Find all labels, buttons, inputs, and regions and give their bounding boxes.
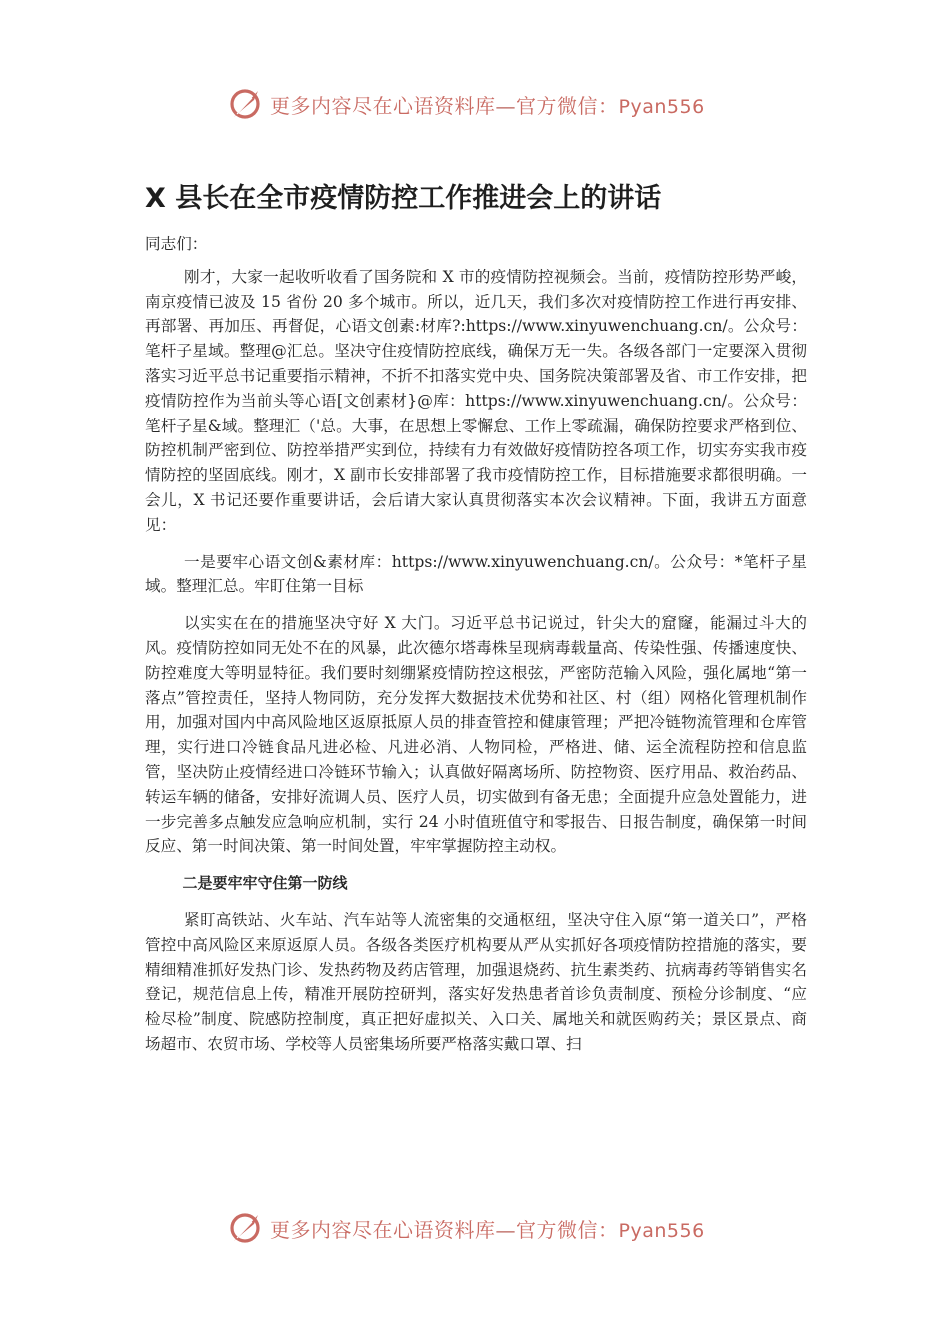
banner-slogan: 更多内容尽在心语资料库 [270,1217,496,1242]
document-body [145,232,807,1057]
paragraph-intro: 刚才，大家一起收听收看了国务院和 X 市的疫情防控视频会。当前，疫情防控形势严峻，南京疫情已波及 15 省份 20 多个城市。所以，近几天，我们多次对疫情防控工作进行再安排、再部署、再加压、再督促，心语文创素:材库?:https://www.xinyuwenchuang.cn/。公众号：笔杆子星域。整理@汇总。坚决守住疫情防控底线，确保万无一失。各级各部门一定要深入贯彻落实习近平总书记重要指示精神，不折不扣落实党中央、国务院决策部署及省、市工作安排，把疫情防控作为当前头等心语[文创素材}@库：https://www.xinyuwenchuang.cn/。公众号：笔杆子星&域。整理汇（'总。大事，在思想上零懈怠、工作上零疏漏，确保防控要求严格到位、防控机制严密到位、防控举措严实到位，持续有力有效做好疫情防控各项工作，切实夯实我市疫情防控的坚固底线。刚才，X 副市长安排部署了我市疫情防控工作，目标措施要求都很明确。一会儿，X 书记还要作重要讲话，会后请大家认真贯彻落实本次会议精神。下面，我讲五方面意见： [145,267,807,534]
banner-slogan: 更多内容尽在心语资料库 [270,93,496,118]
paragraph-section-2: 紧盯高铁站、火车站、汽车站等人流密集的交通枢纽，坚决守住入原“第一道关口”，严格管控中高风险区来原返原人员。各级各类医疗机构要从严从实抓好各项疫情防控措施的落实，要精细精准抓好发热门诊、发热药物及药店管理，加强退烧药、抗生素类药、抗病毒药等销售实名登记，规范信息上传，精准开展防控研判，落实好发热患者首诊负责制度、预检分诊制度、“应检尽检”制度、院感防控制度，真正把好虚拟关、入口关、属地关和就医购药关；景区景点、商场超市、农贸市场、学校等人员密集场所要严格落实戴口罩、扫 [145,910,807,1053]
quill-logo-icon [228,1210,264,1246]
footer-banner [228,1208,748,1248]
document-title: X 县长在全市疫情防控工作推进会上的讲话 [145,183,662,214]
heading-section-1: 一是要牢心语文创&素材库：https://www.xinyuwenchuang.cn/。公众号：*笔杆子星域。整理汇总。牢盯住第一目标 [145,552,807,596]
salutation: 同志们： [145,235,208,253]
banner-text [270,90,705,119]
header-banner [228,84,748,124]
banner-separator: — [495,1217,516,1242]
banner-separator: — [495,93,516,118]
banner-wechat-label: 官方微信： [516,1217,619,1242]
heading-section-2: 二是要牢牢守住第一防线 [182,874,348,893]
banner-text [270,1214,705,1243]
quill-logo-icon [228,86,264,122]
banner-wechat-label: 官方微信： [516,93,619,118]
banner-wechat-id: Pyan556 [618,1219,705,1242]
banner-wechat-id: Pyan556 [618,95,705,118]
paragraph-section-1: 以实实在在的措施坚决守好 X 大门。习近平总书记说过，针尖大的窟窿，能漏过斗大的风。疫情防控如同无处不在的风暴，此次德尔塔毒株呈现病毒载量高、传染性强、传播速度快、防控难度大等明显特征。我们要时刻绷紧疫情防控这根弦，严密防范输入风险，强化属地“第一落点”管控责任，坚持人物同防，充分发挥大数据技术优势和社区、村（组）网格化管理机制作用，加强对国内中高风险地区返原抵原人员的排查管控和健康管理；严把冷链物流管理和仓库管理，实行进口冷链食品凡进必检、凡进必消、人物同检，严格进、储、运全流程防控和信息监管，坚决防止疫情经进口冷链环节输入；认真做好隔离场所、防控物资、医疗用品、救治药品、转运车辆的储备，安排好流调人员、医疗人员，切实做到有备无患；全面提升应急处置能力，进一步完善多点触发应急响应机制，实行 24 小时值班值守和零报告、日报告制度，确保第一时间反应、第一时间决策、第一时间处置，牢牢掌握防控主动权。 [145,614,807,856]
